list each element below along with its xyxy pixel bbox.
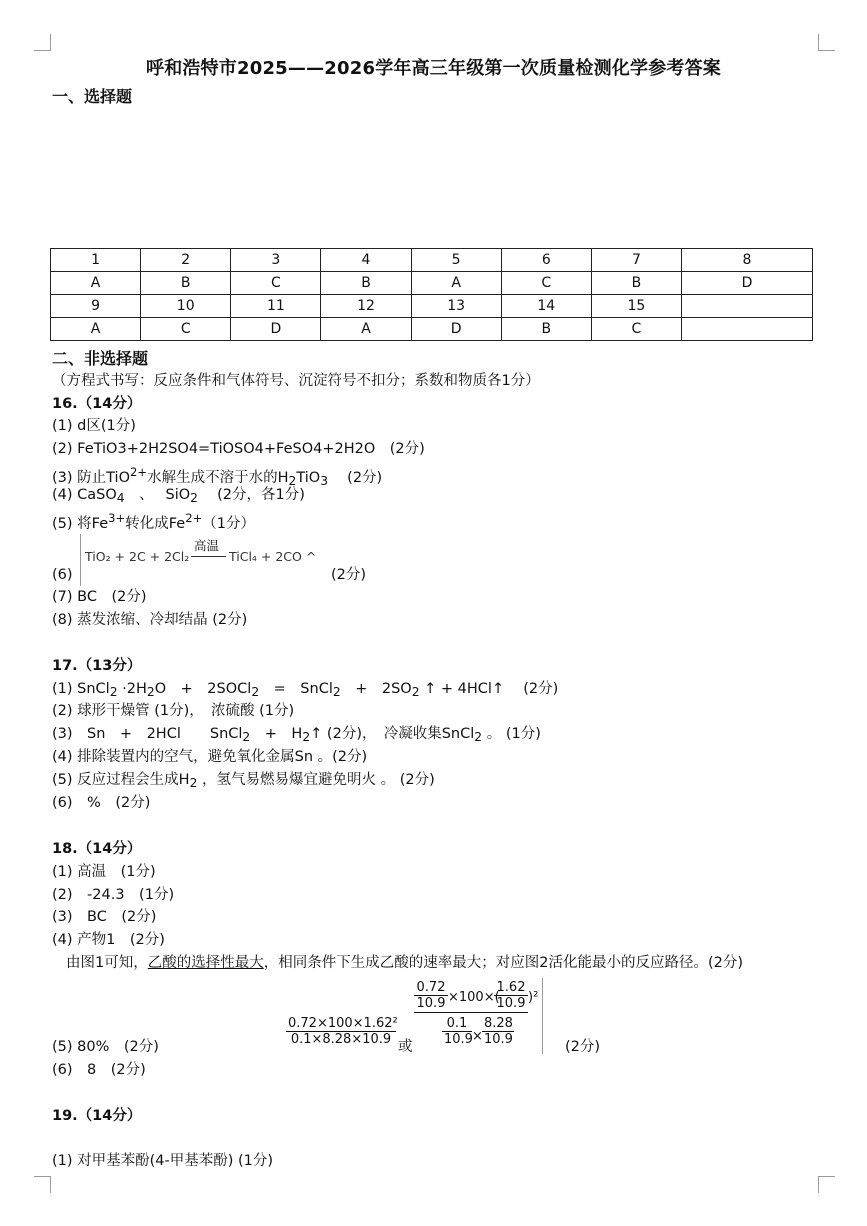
crop-mark-top-left — [34, 34, 51, 51]
fraction-part — [414, 980, 448, 1011]
text: ·2H — [117, 681, 147, 697]
table-cell: A — [321, 318, 411, 341]
subscript: 3 — [320, 474, 329, 488]
table-cell: 12 — [321, 295, 411, 318]
q18-answer-4: (4) 产物1 (2分) — [52, 932, 165, 948]
equation-condition: 高温 — [194, 538, 220, 553]
table-cell: D — [231, 318, 321, 341]
table-cell: 14 — [501, 295, 591, 318]
answer-table — [50, 248, 813, 341]
table-cell — [682, 318, 813, 341]
fraction-numerator: 0.72×100×1.62² — [288, 1016, 398, 1031]
table-cell: 6 — [501, 249, 591, 272]
fraction-denominator: 0.1×8.28×10.9 — [290, 1032, 392, 1047]
text: TiO — [296, 470, 321, 486]
q17-heading: 17.（13分） — [52, 658, 142, 674]
subscript: 2 — [302, 730, 311, 744]
table-cell: 3 — [231, 249, 321, 272]
q16-answer-4 — [52, 485, 305, 508]
text: (3) Sn + 2HCl SnCl — [52, 726, 243, 742]
table-row — [51, 318, 813, 341]
fraction-denominator: 10.9 — [416, 996, 446, 1011]
q19-answer-1: (1) 对甲基苯酚(4-甲基苯酚) (1分) — [52, 1153, 274, 1169]
table-cell: 4 — [321, 249, 411, 272]
q17-answer-3 — [52, 724, 541, 747]
text: (2分) — [328, 470, 383, 486]
q18-heading: 18.（14分） — [52, 841, 142, 857]
text: （1分） — [202, 516, 256, 532]
q18-answer-3: (3) BC (2分) — [52, 909, 157, 925]
equation-arrow — [191, 556, 226, 557]
equation-reactants: TiO₂ + 2C + 2Cl₂ — [85, 549, 190, 564]
fraction-numerator: 1.62 — [494, 980, 528, 996]
subscript: 2 — [332, 685, 341, 699]
fraction-operator: × — [472, 1029, 483, 1044]
table-cell: D — [682, 272, 813, 295]
subscript: 2 — [474, 730, 483, 744]
q19-heading: 19.（14分） — [52, 1108, 142, 1124]
q18-answer-5: (5) 80% (2分) — [52, 1039, 159, 1055]
table-cell: A — [51, 318, 141, 341]
text: ↑ (2分)， 冷凝收集SnCl — [310, 726, 475, 742]
text: O + 2SOCl — [154, 681, 252, 697]
table-cell: 10 — [141, 295, 231, 318]
text: (1) SnCl — [52, 681, 110, 697]
table-cell: 2 — [141, 249, 231, 272]
subscript: 2 — [109, 685, 118, 699]
table-cell: C — [591, 318, 681, 341]
q16-answer-6-label: (6) — [52, 567, 73, 583]
fraction-part — [494, 980, 528, 1011]
q16-answer-8: (8) 蒸发浓缩、冷却结晶 (2分) — [52, 612, 248, 628]
scoring-note: （方程式书写：反应条件和气体符号、沉淀符号不扣分；系数和物质各1分） — [52, 373, 540, 389]
q16-heading: 16.（14分） — [52, 396, 142, 412]
fraction-denominator: 10.9 — [444, 1032, 473, 1047]
table-cell: B — [591, 272, 681, 295]
q17-answer-6: (6) % (2分) — [52, 795, 151, 811]
fraction-denominator: 10.9 — [484, 1032, 513, 1047]
text: ，相同条件下生成乙酸的速率最大；对应图2活化能最小的反应路径。(2分) — [263, 955, 743, 971]
q18-answer-6: (6) 8 (2分) — [52, 1062, 146, 1078]
table-cell: A — [411, 272, 501, 295]
section-heading-choice: 一、选择题 — [52, 87, 133, 106]
q17-answer-1 — [52, 679, 558, 702]
text: (2分，各1分) — [197, 487, 305, 503]
text: (4) CaSO — [52, 487, 117, 503]
subscript: 2 — [242, 730, 251, 744]
q16-equation-image — [80, 534, 326, 586]
table-cell: 15 — [591, 295, 681, 318]
table-row — [51, 295, 813, 318]
table-cell: C — [231, 272, 321, 295]
q16-answer-7: (7) BC (2分) — [52, 589, 147, 605]
fraction-denominator: 10.9 — [496, 996, 526, 1011]
q18-answer-5-score: (2分) — [565, 1039, 601, 1055]
q17-answer-5 — [52, 770, 435, 793]
crop-mark-bottom-left — [34, 1176, 51, 1193]
table-cell: D — [411, 318, 501, 341]
table-cell: 1 — [51, 249, 141, 272]
text: (5) 将Fe — [52, 516, 109, 532]
table-cell: B — [321, 272, 411, 295]
table-row — [51, 272, 813, 295]
table-cell: 13 — [411, 295, 501, 318]
fraction-numerator: 0.1 — [442, 1016, 472, 1032]
subscript: 2 — [146, 685, 155, 699]
table-cell: 8 — [682, 249, 813, 272]
q16-answer-1: (1) d区(1分) — [52, 418, 136, 434]
q18-answer-1: (1) 高温 (1分) — [52, 864, 156, 880]
superscript: 2+ — [185, 511, 203, 525]
table-cell: 7 — [591, 249, 681, 272]
text: ，氢气易燃易爆宜避免明火 。 (2分) — [197, 772, 435, 788]
fraction-part — [442, 1016, 472, 1047]
or-text: 或 — [398, 1039, 413, 1055]
page-title: 呼和浩特市2025——2026学年高三年级第一次质量检测化学参考答案 — [146, 58, 721, 79]
subscript: 2 — [411, 685, 420, 699]
table-cell: B — [141, 272, 231, 295]
text: 水解生成不溶于水的H — [147, 470, 289, 486]
text: = SnCl — [259, 681, 333, 697]
q17-answer-2: (2) 球形干燥管 (1分)， 浓硫酸 (1分) — [52, 703, 295, 719]
underlined-text: 乙酸的选择性最大 — [147, 955, 264, 971]
q16-answer-6-score: (2分) — [331, 567, 367, 583]
subscript: 2 — [288, 474, 297, 488]
table-cell: A — [51, 272, 141, 295]
table-cell: C — [141, 318, 231, 341]
main-fraction-bar — [414, 1012, 528, 1013]
q16-answer-2: (2) FeTiO3+2H2SO4=TiOSO4+FeSO4+2H2O (2分) — [52, 441, 425, 457]
subscript: 2 — [251, 685, 260, 699]
table-cell — [682, 295, 813, 318]
table-cell: 5 — [411, 249, 501, 272]
table-cell: C — [501, 272, 591, 295]
text: 转化成Fe — [125, 516, 186, 532]
text: + H — [250, 726, 303, 742]
subscript: 4 — [116, 491, 125, 505]
equation-box-edge — [542, 978, 543, 1054]
q18-answer-2: (2) -24.3 (1分) — [52, 887, 175, 903]
fraction-operator: ×100×( — [448, 990, 500, 1005]
text: 由图1可知， — [66, 955, 148, 971]
subscript: 2 — [190, 491, 198, 505]
crop-mark-top-right — [818, 34, 835, 51]
text: (5) 反应过程会生成H — [52, 772, 190, 788]
section-heading-nonchoice: 二、非选择题 — [52, 349, 149, 368]
text: ↑ + 4HCl↑ (2分) — [419, 681, 559, 697]
text: (3) 防止TiO — [52, 470, 131, 486]
text: + 2SO — [340, 681, 412, 697]
fraction-operator: )² — [528, 990, 539, 1005]
subscript: 2 — [189, 776, 198, 790]
crop-mark-bottom-right — [818, 1176, 835, 1193]
text: 、 SiO — [124, 487, 191, 503]
superscript: 3+ — [108, 511, 126, 525]
q16-answer-5 — [52, 508, 255, 534]
fraction-simple — [286, 1016, 396, 1047]
q17-answer-4: (4) 排除装置内的空气，避免氧化金属Sn 。(2分) — [52, 749, 368, 765]
text: 。 (1分) — [482, 726, 541, 742]
table-row — [51, 249, 813, 272]
table-cell: 11 — [231, 295, 321, 318]
equation-products: TiCl₄ + 2CO ^ — [229, 549, 317, 564]
fraction-numerator: 0.72 — [414, 980, 448, 996]
table-cell: 9 — [51, 295, 141, 318]
q18-explanation — [66, 953, 743, 973]
superscript: 2+ — [130, 465, 148, 479]
fraction-part — [482, 1016, 514, 1047]
table-cell: B — [501, 318, 591, 341]
fraction-numerator: 8.28 — [484, 1016, 513, 1031]
